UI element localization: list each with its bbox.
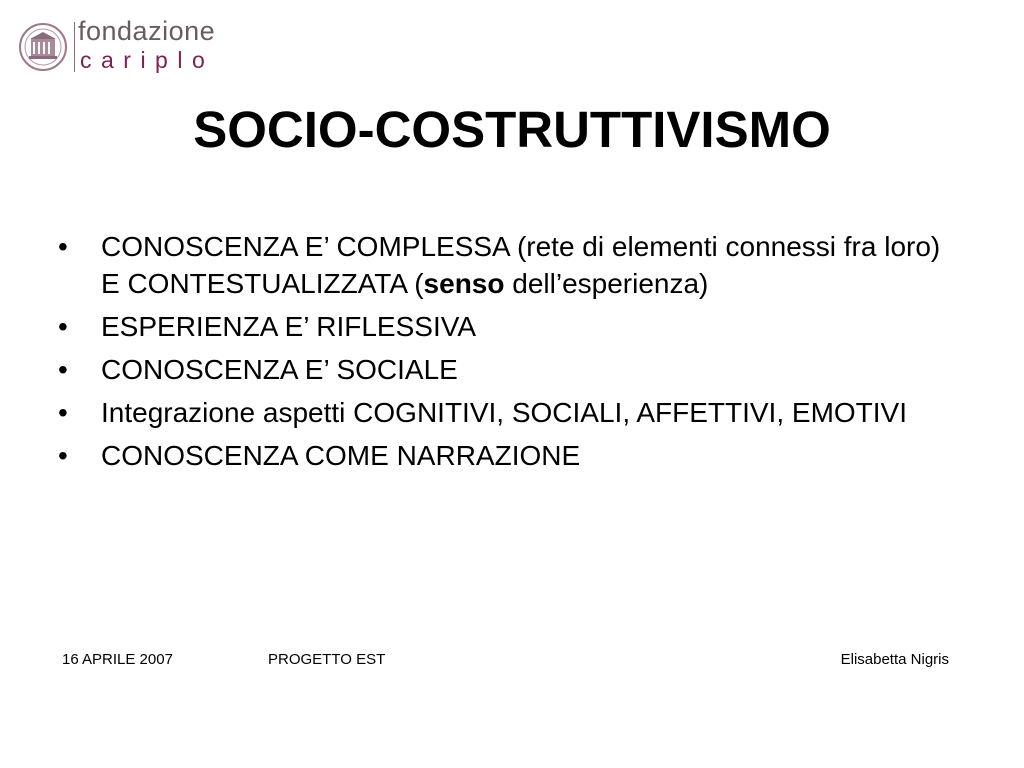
bullet-marker: • <box>58 231 68 262</box>
bullet-marker: • <box>58 440 68 471</box>
bullet-text: CONOSCENZA COME NARRAZIONE <box>101 440 581 471</box>
footer-author: Elisabetta Nigris <box>840 651 949 668</box>
bullet-text: Integrazione aspetti COGNITIVI, SOCIALI, AFFETTIVI, EMOTIVI <box>101 397 908 428</box>
bullet-item <box>58 394 958 431</box>
footer-date: 16 APRILE 2007 <box>62 651 173 668</box>
logo-divider <box>74 22 75 72</box>
bullet-marker: • <box>58 354 68 385</box>
fondazione-cariplo-logo <box>18 14 238 76</box>
logo-text-fondazione: fondazione <box>78 16 216 46</box>
bullet-marker: • <box>58 397 68 428</box>
bullet-text: CONOSCENZA E’ COMPLESSA (rete di elementi connessi fra loro) E CONTESTUALIZZATA ( <box>101 231 941 299</box>
bullet-bold-text: senso <box>423 268 505 299</box>
building-emblem-icon <box>18 22 68 72</box>
bullet-text: ESPERIENZA E’ RIFLESSIVA <box>101 311 477 342</box>
slide-title: SOCIO-COSTRUTTIVISMO <box>193 101 831 158</box>
bullet-item <box>58 228 958 302</box>
bullet-text: CONOSCENZA E’ SOCIALE <box>101 354 458 385</box>
logo-text-cariplo: cariplo <box>80 47 215 73</box>
bullet-text-continued: dell’esperienza) <box>504 268 709 299</box>
bullet-item <box>58 351 958 388</box>
bullet-item <box>58 308 958 345</box>
bullet-marker: • <box>58 311 68 342</box>
bullet-list <box>58 228 958 480</box>
footer-project: PROGETTO EST <box>268 651 386 668</box>
bullet-item <box>58 437 958 474</box>
